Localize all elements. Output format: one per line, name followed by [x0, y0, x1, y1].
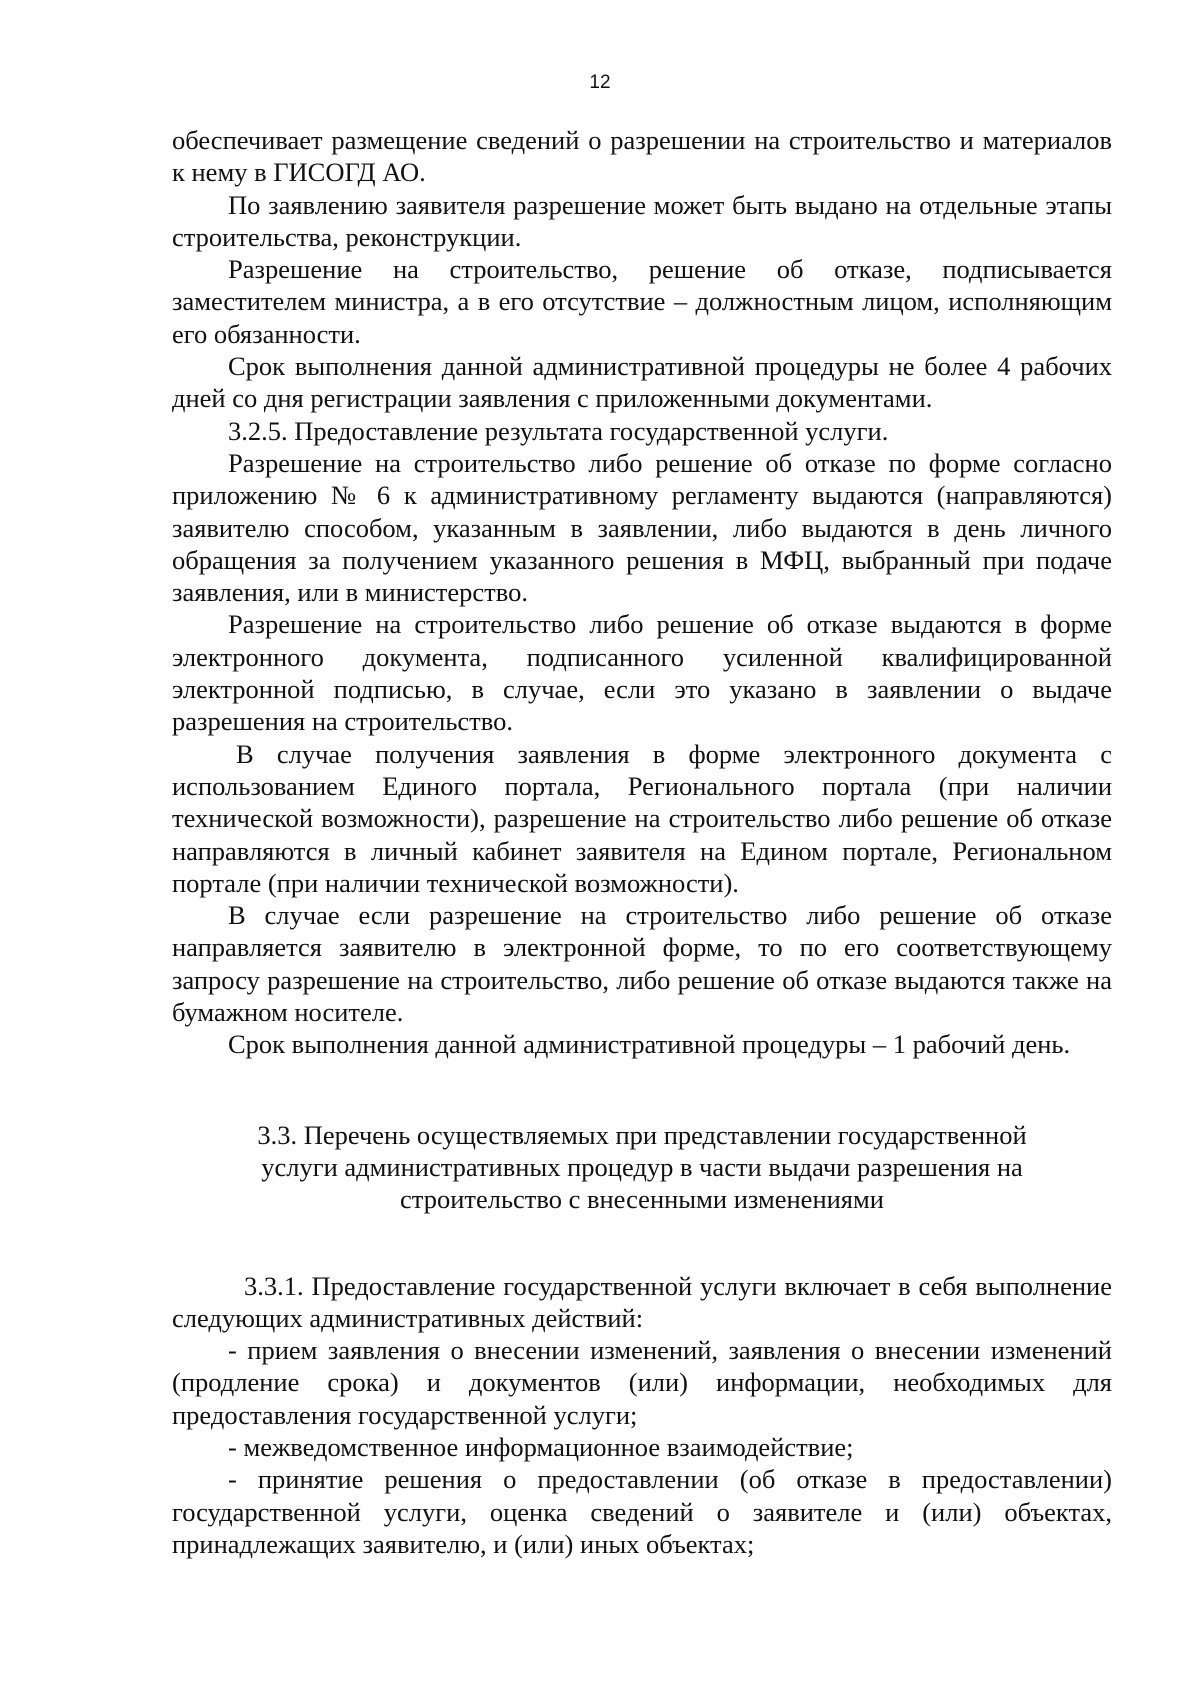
section-heading-line: строительство с внесенными изменениями: [400, 1184, 884, 1215]
paragraph: Срок выполнения данной административной процедуры – 1 рабочий день.: [228, 1029, 1071, 1060]
section-heading-line: 3.3. Перечень осуществляемых при представлении государственной: [257, 1119, 1027, 1150]
list-item: - прием заявления о внесении изменений, заявления о внесении изменений (продление срока) и документов (или) информации, необходимых для предоставления государственной услуги;: [172, 1335, 1112, 1430]
section-heading-line: услуги административных процедур в части выдачи разрешения на: [261, 1151, 1023, 1182]
paragraph: Срок выполнения данной административной процедуры не более 4 рабочих дней со дня регистрации заявления с приложенными документами.: [172, 351, 1112, 414]
paragraph: По заявлению заявителя разрешение может быть выдано на отдельные этапы строительства, реконструкции.: [172, 189, 1112, 252]
list-item: - межведомственное информационное взаимодействие;: [228, 1431, 854, 1462]
list-item: - принятие решения о предоставлении (об отказе в предоставлении) государственной услуги, оценка сведений о заявителе и (или) объектах, принадлежащих заявителю, и (или) иных объектах;: [172, 1464, 1112, 1559]
paragraph: обеспечивает размещение сведений о разрешении на строительство и материалов к нему в ГИСОГД АО.: [172, 125, 1112, 188]
paragraph: В случае если разрешение на строительство либо решение об отказе направляется заявителю в электронной форме, то по его соответствующему запросу разрешение на строительство, либо решение об отказе выдаются также на бумажном носителе.: [172, 900, 1112, 1028]
paragraph: Разрешение на строительство либо решение об отказе по форме согласно приложению № 6 к административному регламенту выдаются (направляются) заявителю способом, указанным в заявлении, либо выдаются в день личного обращения за получением указанного решения в МФЦ, выбранный при подаче заявления, или в министерство.: [172, 447, 1112, 608]
section-heading: [172, 1119, 1112, 1216]
page-number: 12: [589, 72, 611, 93]
paragraph: Разрешение на строительство, решение об отказе, подписывается заместителем министра, а в его отсутствие – должностным лицом, исполняющим его обязанности.: [172, 254, 1112, 349]
section-subtitle: 3.2.5. Предоставление результата государственной услуги.: [228, 415, 889, 446]
document-body: [172, 124, 1112, 1560]
paragraph: Разрешение на строительство либо решение об отказе выдаются в форме электронного документа, подписанного усиленной квалифицированной электронной подписью, в случае, если это указано в заявлении о выдаче разрешения на строительство.: [172, 609, 1112, 737]
paragraph: В случае получения заявления в форме электронного документа с использованием Единого портала, Регионального портала (при наличии технической возможности), разрешение на строительство либо решение об отказе направляются в личный кабинет заявителя на Едином портале, Региональном портале (при наличии технической возможности).: [172, 738, 1112, 898]
paragraph: 3.3.1. Предоставление государственной услуги включает в себя выполнение следующих административных действий:: [172, 1270, 1112, 1333]
